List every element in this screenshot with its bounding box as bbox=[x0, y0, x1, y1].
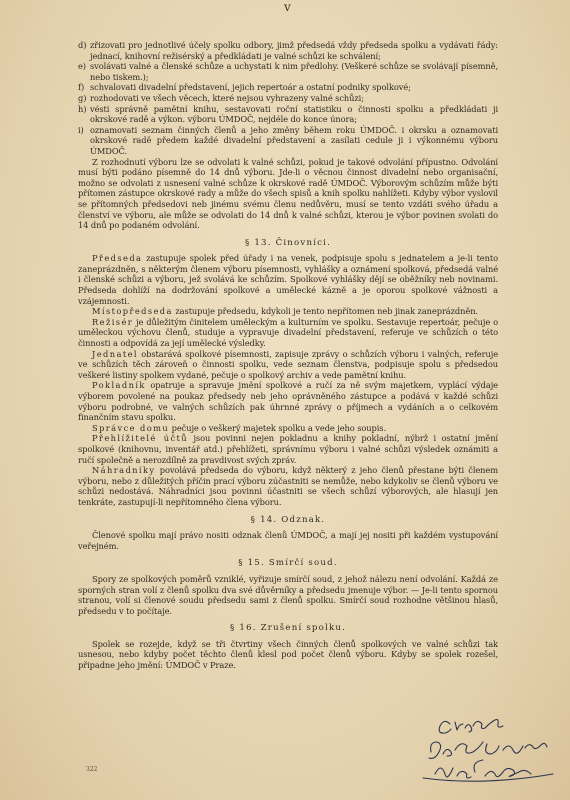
officer-paragraph bbox=[78, 349, 498, 381]
list-item bbox=[78, 82, 498, 93]
list-marker: i) bbox=[78, 124, 84, 135]
officer-title: Pokladník bbox=[92, 380, 146, 391]
signature-stroke bbox=[435, 760, 531, 778]
officer-text: zastupuje předsedu, kdykoli je tento nepřítomen neb jinak zaneprázdněn. bbox=[172, 306, 478, 317]
badge-paragraph: Členové spolku mají právo nositi odznak členů ÚMDOČ, a mají jej nositi při každém vystupování veřejném. bbox=[78, 530, 498, 551]
list-marker: d) bbox=[78, 40, 87, 50]
officer-paragraph bbox=[78, 433, 498, 465]
section-15-heading: § 15. Smírčí soud. bbox=[238, 558, 338, 569]
section-13-heading: § 13. Činovníci. bbox=[244, 237, 332, 248]
page-number: 322 bbox=[86, 766, 98, 773]
beneficiary-text: ÚMDOČ v Praze. bbox=[165, 660, 236, 671]
list-text: oznamovati seznam činných členů a jeho změny během roku ÚMDOČ. i okrsku a oznamovati okrskové radě předem každé divadelní představení a zasílati cedule ji i výkonnému výboru ÚMDOČ. bbox=[90, 124, 498, 156]
list-marker: g) bbox=[78, 92, 87, 103]
duties-list bbox=[78, 40, 498, 157]
list-text: zřizovati pro jednotlivé účely spolku odbory, jimž předsedá vždy předseda spolku a vydávati řády: jednací, knihovní režisérský a předkládati je valné schůzi ke schválení; bbox=[90, 40, 498, 61]
section-14-heading: § 14. Odznak. bbox=[250, 514, 326, 525]
list-item bbox=[78, 61, 498, 82]
arbitration-paragraph: Spory ze spolkových poměrů vzniklé, vyřizuje smírčí soud, z jehož nálezu není odvolání. Každá ze sporných stran volí z členů spolku dva své důvěrníky a předsedu jmenuje výbor. — Je-li tento spornou stranou, volí si členové soudu předsedu sami z členů spolku. Smírčí soud rozhodne většinou hlasů, předsedu v to počítaje. bbox=[78, 573, 498, 616]
officer-title: Předseda bbox=[92, 253, 143, 264]
officer-text: povolává předseda do výboru, když některý z jeho členů přestane býti členem výboru, nebo z důležitých příčin prací výboru zúčastniti se nemůže, nebo kdykoliv se členů výboru ve schůzi nedostává. Náhradníci jsou povinni účastniti se všech schůzí výborových, ale hlasují jen tenkráte, zastupují-li nepřítomného člena výboru. bbox=[78, 465, 498, 507]
section-16-heading: § 16. Zrušení spolku. bbox=[229, 623, 347, 634]
officer-title: Místopředseda bbox=[92, 306, 173, 317]
officer-text: zastupuje spolek před úřady i na venek, podpisuje spolu s jednatelem a je-li tento zaneprázdněn, s některým členem výboru písemnosti, vyhlášky a oznámení spolková, předsedá valné i členské schůzi a výboru, jež svolává ke schůzím. Spolkové vyhlášky dějí se oběžníky neb novinami. Předseda dohlíží na dodržování spolkové a umělecké kázně a je oporou spolkové vážnosti a vzájemnosti. bbox=[78, 253, 498, 306]
officer-text: je důležitým činitelem uměleckým a kulturním ve spolku. Sestavuje repertoár, pečuje o uměleckou výchovu členů, studuje a vypravuje divadelní představení, referuje ve schůzích o této činnosti a odpovídá za její umělecké výsledky. bbox=[78, 316, 498, 349]
list-text: rozhodovati ve všech věcech, které nejsou vyhrazeny valné schůzi; bbox=[90, 92, 364, 103]
list-marker: h) bbox=[78, 103, 87, 114]
list-item bbox=[78, 40, 498, 61]
officer-text: jsou povinni nejen pokladnu a knihy pokladní, nýbrž i ostatní jmění spolkové (knihovnu, inventář atd.) přehlížeti, správnímu výboru i valné schůzi výsledek oznámiti a ručí společně a nerozdílně za pravdivost svých zpráv. bbox=[78, 433, 498, 465]
list-text: schvalovati divadelní představení, jejich repertoár a ostatní podniky spolkové; bbox=[90, 82, 411, 93]
officer-paragraph bbox=[78, 423, 498, 434]
signature-stroke bbox=[439, 720, 503, 734]
officer-paragraph bbox=[78, 317, 498, 349]
officer-paragraph bbox=[78, 465, 498, 507]
officer-title: Režisér bbox=[92, 316, 134, 327]
officer-title: Správce domu bbox=[92, 422, 170, 433]
officer-title: Náhradníky bbox=[92, 465, 156, 476]
signature-stroke bbox=[423, 774, 553, 781]
list-marker: e) bbox=[78, 61, 86, 72]
officer-title: Přehlížitelé účtů bbox=[92, 433, 188, 444]
officer-text: pečuje o veškerý majetek spolku a vede jeho soupis. bbox=[169, 422, 386, 433]
officer-text: obstarává spolkové písemnosti, zapisuje zprávy o schůzích výboru i valných, referuje ve schůzích těch zároveň o činnosti spolku, vede seznam členstva, podpisuje spolu s předsedou veškeré listiny spolkem vydané, pečuje o spolkový archiv a vede pamětní knihu. bbox=[78, 348, 498, 380]
officer-paragraph bbox=[78, 253, 498, 306]
officer-paragraph bbox=[78, 380, 498, 422]
appeal-paragraph: Z rozhodnutí výboru lze se odvolati k valné schůzi, pokud je takové odvolání přípustno. Odvolání musí býti podáno písemně do 14 dnů výboru. Jde-li o věcnou činnost divadelní nebo organisační, možno se odvolati z usnesení valné schůze k okrskové radě ÚMDOČ. Výborovým schůzím může býti přítomen zástupce okrskové rady a může do všech spisů a knih spolku nahlížeti. Kdyby výbor vyslovil se přítomných předsedovi neb jinému svému členu nedůvěru, musí se tento vzdáti svého úřadu a členství ve výboru, ale může se odvolati do 14 dnů k valné schůzi, kterou je výbor povinen svolati do 14 dnů po podaném odvolání. bbox=[78, 156, 498, 231]
top-mark: v bbox=[284, 0, 291, 14]
officer-paragraph bbox=[78, 306, 498, 317]
document-body bbox=[78, 40, 498, 671]
list-text: svolávati valné a členské schůze a uchystati k nim předlohy. (Veškeré schůze se svolávají písemně, nebo tiskem.); bbox=[90, 61, 498, 82]
list-text: vésti správně pamětní knihu, sestavovati roční statistiku o činnosti spolku a předkládati ji okrskové radě a výkon. výboru ÚMDOČ, nejdéle do konce února; bbox=[90, 103, 498, 125]
officer-text: opatruje a spravuje jmění spolkové a ručí za ně svým majetkem, vyplácí výdaje výborem povolené na poukaz předsedy neb jeho oprávněného zástupce a podává v každé schůzi výboru podrobné, ve valných schůzích pak úhrnné zprávy o příjmech a vydáních a o celkovém finančním stavu spolku. bbox=[78, 380, 498, 423]
officer-title: Jednatel bbox=[92, 348, 138, 359]
list-marker: f) bbox=[78, 82, 85, 93]
dissolution-paragraph bbox=[78, 639, 498, 671]
dissolution-text: Spolek se rozejde, když se tři čtvrtiny všech činných členů spolkových ve valné schůzi tak usnesou, nebo kdyby počet těchto členů klesl pod počet členů výboru. Kdyby se spolek rozešel, připadne jeho jmění: bbox=[78, 638, 498, 671]
list-item bbox=[78, 93, 498, 104]
handwritten-signatures bbox=[395, 710, 570, 800]
signature-stroke bbox=[429, 742, 547, 758]
list-item bbox=[78, 125, 498, 157]
list-item bbox=[78, 104, 498, 125]
